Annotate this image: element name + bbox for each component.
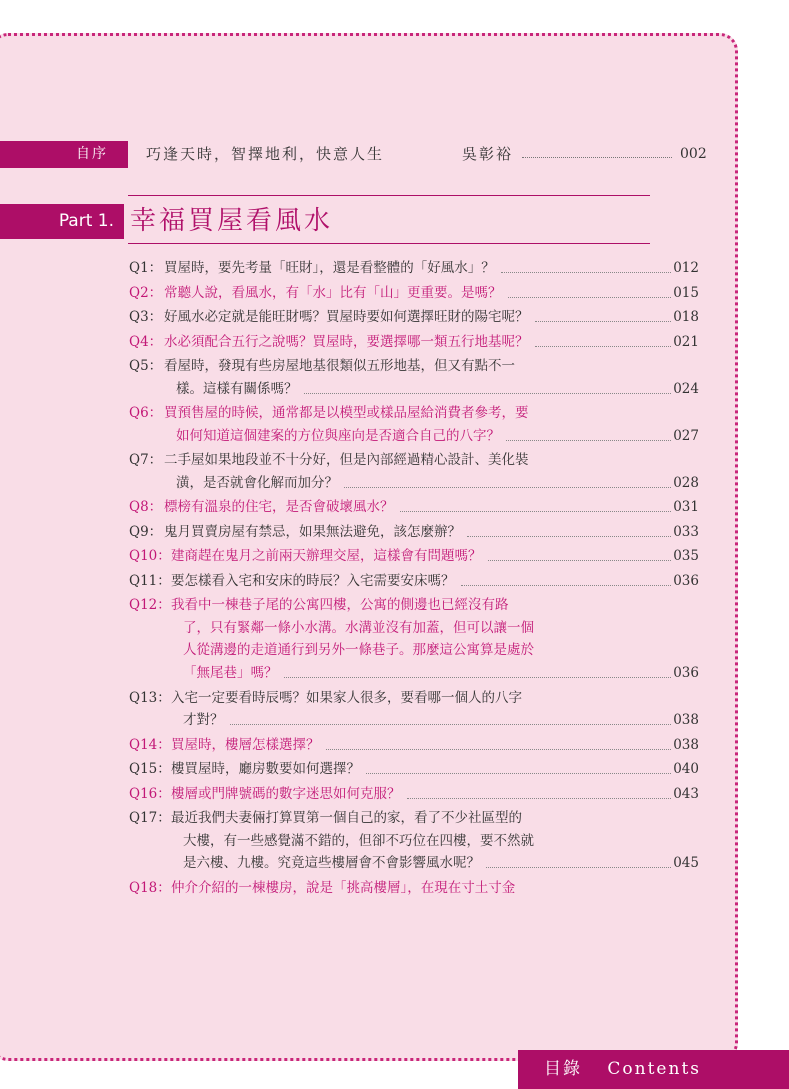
toc-dot-leader [488,560,671,561]
toc-dot-leader [400,511,671,512]
toc-entry-text: 了，只有緊鄰一條小水溝。水溝並沒有加蓋，但可以讓一個 [183,619,534,636]
toc-entry-text: 樣。這樣有關係嗎？ [176,380,298,397]
toc-entry-text: 買屋時，樓層怎樣選擇？ [171,736,320,753]
toc-entry-line [129,709,699,732]
toc-entry [129,594,699,684]
toc-entry [129,877,699,900]
toc-entry-number: Q18： [129,879,171,896]
toc-entry-line [129,662,699,685]
toc-entry-text: 入宅一定要看時辰嗎？如果家人很多，要看哪一個人的八字 [171,689,522,706]
toc-entry [129,355,699,400]
toc-entry-text: 水必須配合五行之說嗎？買屋時，要選擇哪一類五行地基呢？ [164,333,529,350]
toc-entry-line [129,570,699,593]
toc-entry-line [129,877,699,900]
preface-author: 吳彰裕 [462,145,514,163]
toc-entry-line [129,331,699,354]
toc-entry [129,783,699,806]
toc-entry-number: Q4： [129,333,163,350]
part-label-tab: Part 1. [0,204,124,239]
toc-entry-line [129,449,699,472]
toc-entry-line [129,521,699,544]
toc-page-number: 015 [673,284,699,301]
toc-entry-text: 好風水必定就是能旺財嗎？買屋時要如何選擇旺財的陽宅呢？ [164,309,529,325]
toc-dot-leader [535,321,671,322]
toc-dot-leader [461,585,671,586]
part-title: 幸福買屋看風水 [130,206,334,236]
toc-entry [129,306,699,329]
toc-entry [129,570,699,593]
toc-entry-line [129,496,699,519]
toc-page-number: 040 [673,761,699,778]
toc-entry-text: 「無尾巷」嗎？ [183,665,278,682]
toc-entry-number: Q9： [129,523,163,540]
toc-dot-leader [486,867,671,868]
preface-label-tab: 自序 [0,141,128,168]
toc-entry [129,734,699,757]
toc-entry-line [129,758,699,781]
toc-entry-text: 樓買屋時，廳房數要如何選擇？ [171,761,360,778]
toc-entry-line [129,852,699,875]
toc-entry-text: 買屋時，要先考量「旺財」，還是看整體的「好風水」？ [164,260,495,276]
toc-entry-line [129,378,699,401]
toc-dot-leader [304,393,671,394]
toc-entry-text: 我看中一棟巷子尾的公寓四樓，公寓的側邊也已經沒有路 [171,597,509,614]
toc-entry-line [129,282,699,305]
toc-dot-leader [230,724,671,725]
toc-entry [129,807,699,875]
toc-entry-text: 人從溝邊的走道通行到另外一條巷子。那麼這公寓算是處於 [183,642,534,659]
toc-entry-text: 常聽人說，看風水，有「水」比有「山」更重要。是嗎？ [164,284,502,301]
toc-page-number: 033 [673,523,699,540]
toc-entry [129,687,699,732]
toc-entry [129,449,699,494]
toc-page-number: 028 [673,474,699,491]
toc-entry-text: 大樓，有一些感覺滿不錯的，但卻不巧位在四樓，要不然就 [183,832,534,849]
toc-entry-number: Q14： [129,736,171,753]
toc-dot-leader [344,487,671,488]
toc-entry-line [129,807,699,830]
toc-page-number: 036 [673,572,699,589]
toc-dot-leader [506,440,671,441]
toc-entry-number: Q15： [129,761,171,778]
toc-entry-line [129,425,699,448]
toc-page-number: 038 [673,712,699,729]
toc-entry-line [129,472,699,495]
toc-page-number: 012 [673,260,699,276]
footer-contents-tab [518,1050,789,1089]
toc-entry-number: Q6： [129,405,163,422]
toc-entry-text: 潢，是否就會化解而加分？ [176,474,338,491]
toc-page-number: 045 [673,855,699,872]
toc-entry-number: Q8： [129,499,163,516]
toc-page-number: 038 [673,736,699,753]
toc-entry-text: 樓層或門牌號碼的數字迷思如何克服？ [171,785,401,802]
toc-entry [129,257,699,280]
toc-entry-number: Q16： [129,785,171,802]
toc-entry-text: 才對？ [183,712,224,729]
toc-entry [129,402,699,447]
toc-entry-text: 二手屋如果地段並不十分好，但是內部經過精心設計、美化裝 [164,452,529,469]
toc-page-number: 036 [673,665,699,682]
preface-page-number: 002 [680,146,707,162]
toc-entry-number: Q10： [129,548,171,565]
toc-entry-text: 是六樓、九樓。究竟這些樓層會不會影響風水呢？ [183,855,480,872]
toc-dot-leader [407,798,671,799]
toc-entry-number: Q11： [129,572,171,589]
toc-entry-text: 最近我們夫妻倆打算買第一個自己的家，看了不少社區型的 [171,810,522,827]
toc-dot-leader [501,272,671,273]
toc-entry-number: Q7： [129,452,163,469]
toc-entry-number: Q13： [129,689,171,706]
toc-entry-number: Q3： [129,309,163,325]
toc-entry-line [129,545,699,568]
toc-entry-line [129,355,699,378]
toc-page-number: 035 [673,548,699,565]
toc-entry-number: Q2： [129,284,163,301]
toc-page-number: 021 [673,333,699,350]
toc-page-number: 018 [673,309,699,325]
toc-entry-text: 標榜有溫泉的住宅，是否會破壞風水？ [164,499,394,516]
toc-entry-line [129,402,699,425]
toc-entry [129,521,699,544]
toc-entry-text: 如何知道這個建案的方位與座向是否適合自己的八字？ [176,427,500,444]
toc-entry-number: Q12： [129,597,171,614]
toc-dot-leader [284,677,671,678]
toc-entry-number: Q5： [129,358,163,374]
toc-dot-leader [366,773,671,774]
toc-dot-leader [535,346,671,347]
toc-page-number: 043 [673,785,699,802]
toc-entry-text: 鬼月買賣房屋有禁忌，如果無法避免，該怎麼辦？ [164,523,461,540]
toc-entry-text: 建商趕在鬼月之前兩天辦理交屋，這樣會有問題嗎？ [171,548,482,565]
toc-entry-line [129,639,699,662]
toc-entry [129,758,699,781]
toc-entry [129,331,699,354]
toc-entry-line [129,734,699,757]
footer-label-en: Contents [607,1059,701,1079]
toc-dot-leader [508,297,671,298]
toc-entry [129,496,699,519]
toc-entry-line [129,687,699,710]
toc-entry-text: 買預售屋的時候，通常都是以模型或樣品屋給消費者參考，要 [164,405,529,422]
toc-entry [129,282,699,305]
footer-label: 目錄 [544,1059,582,1079]
toc-entry-number: Q1： [129,260,163,276]
preface-title: 巧逢天時，智擇地利，快意人生 [146,145,385,163]
toc-page-number: 027 [673,427,699,444]
toc-entry-line [129,783,699,806]
toc-entry-line [129,257,699,280]
toc-entry-line [129,617,699,640]
toc-entry-text: 要怎樣看入宅和安床的時辰？入宅需要安床嗎？ [171,572,455,589]
toc-entry [129,545,699,568]
toc-page-number: 024 [673,380,699,397]
toc-page-number: 031 [673,499,699,516]
toc-entry-text: 仲介介紹的一棟樓房，說是「挑高樓層」，在現在寸土寸金 [171,879,516,896]
toc-dot-leader [467,536,671,537]
toc-dot-leader [326,749,671,750]
toc-entry-number: Q17： [129,810,171,827]
toc-entry-line [129,306,699,329]
toc-entry-line [129,830,699,853]
toc-entry-text: 看屋時，發現有些房屋地基很類似五形地基，但又有點不一 [164,358,515,374]
toc-entry-line [129,594,699,617]
